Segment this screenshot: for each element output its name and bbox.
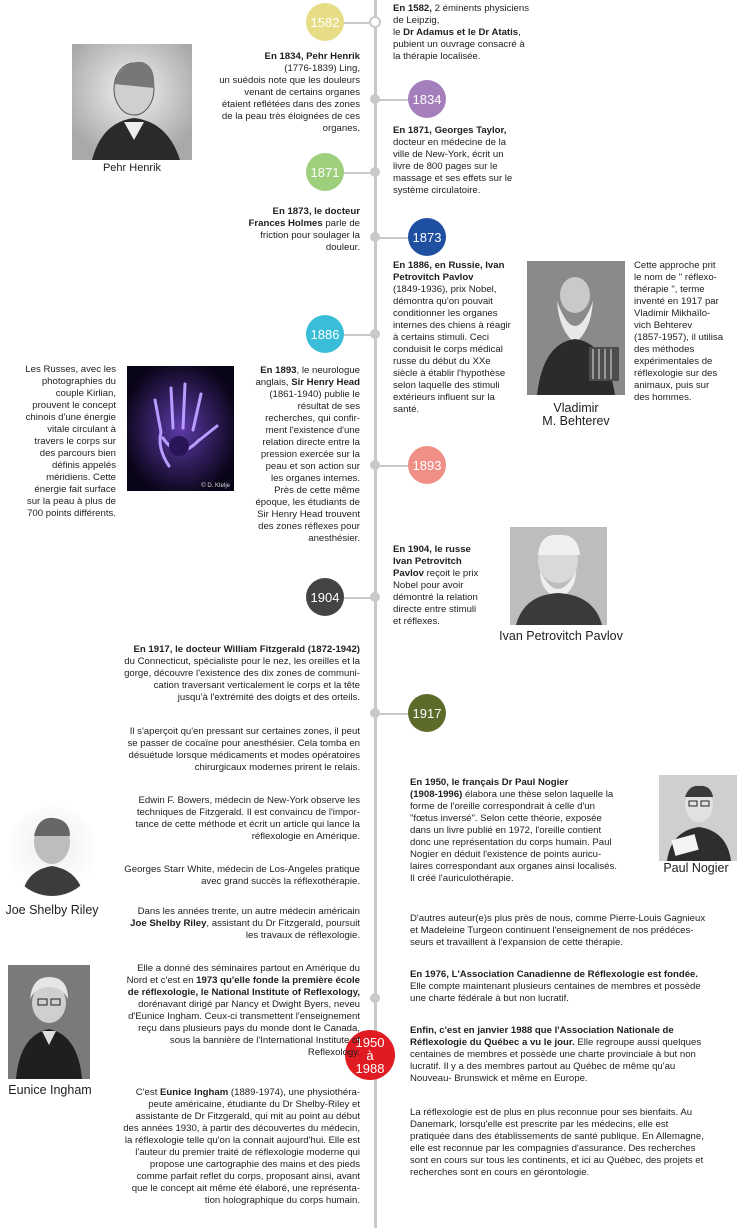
- timeline-node: [369, 16, 381, 28]
- text-1582: En 1582, 2 éminents physiciens de Leipzig, le Dr Adamus et le Dr Atatis, pubient un ouvrage consacré à la thérapie localisée.: [393, 3, 529, 62]
- text-bowers: Edwin F. Bowers, médecin de New-York observe les techniques de Fitzgerald. Il est convaincu de l'impor- tance de cette méthode et écrit un article qui lance la réflexologie en Amérique.: [135, 795, 360, 842]
- timeline-node: [370, 329, 380, 339]
- text-1976: En 1976, L'Association Canadienne de Réflexologie est fondée. Elle compte maintenant plusieurs centaines de membres et possède une charte fédérale à but non lucratif.: [410, 969, 701, 1004]
- year-bubble-1834: 1834: [408, 80, 446, 118]
- year-bubble-1582: 1582: [306, 3, 344, 41]
- text-1834: En 1834, Pehr Henrik (1776-1839) Ling, un suédois note que les douleurs venant de certains organes étaient reflétées dans des zones de la peau très éloignées de ces organes.: [219, 51, 360, 134]
- timeline-node: [370, 993, 380, 1003]
- behterev-portrait: [527, 261, 625, 395]
- text-ingham-bio: C'est Eunice Ingham (1889-1974), une physiothéra- peute américaine, étudiante du Dr Shelby-Riley et assistante de Dr Fitzgerald, qui mit au point au début des années 1930, à partir des découvertes du médecin, la réflexologie telle qu'on la connait aujourd'hui. Elle est l'auteur du premier traité de réflexologie moderne qui propose une cartographie des mains et des pieds comme parfait reflet du corps, proposant ainsi, avant que le concept ait même été élaboré, une représenta- tion holographique du corps humain.: [123, 1087, 360, 1206]
- text-1886: En 1886, en Russie, Ivan Petrovitch Pavlov (1849-1936), prix Nobel, démontra qu'on pouvait conditionner les organes internes des chiens à réagir à certains stimuli. Ceci conduisit le corps médical russe du début du XXe siècle à établir l'hypothèse selon laquelle des stimuli extérieurs influent sur la santé.: [393, 260, 511, 415]
- pavlov-portrait: [510, 527, 607, 625]
- riley-caption: Joe Shelby Riley: [5, 903, 99, 917]
- text-starr-white: Georges Starr White, médecin de Los-Angeles pratique avec grand succès la réflexothérapie.: [124, 864, 360, 887]
- connector: [375, 465, 411, 467]
- nogier-portrait: [659, 775, 737, 861]
- text-1917-cocaine: Il s'aperçoit qu'en pressant sur certaines zones, il peut se passer de cocaïne pour anesthésier. Cela tomba en désuétude lorsque médicaments et modes opératoires chirurgicaux modernes prirent le relais.: [127, 726, 360, 773]
- timeline-node: [370, 592, 380, 602]
- timeline-node: [370, 460, 380, 470]
- year-bubble-1871: 1871: [306, 153, 344, 191]
- text-1871: En 1871, Georges Taylor, docteur en médecine de la ville de New-York, écrit un livre de 800 pages sur le massage et ses effets sur le système circulatoire.: [393, 125, 513, 196]
- pavlov-caption: Ivan Petrovitch Pavlov: [499, 629, 623, 643]
- text-behterev: Cette approche prit le nom de " réflexo- thérapie ", terme inventé en 1917 par Vladimir Mikhaïlo- vich Behterev (1857-1957), il utilisa des méthodes expérimentales de réflexologie sur des animaux, puis sur des hommes.: [634, 260, 724, 403]
- behterev-caption: Vladimir M. Behterev: [542, 401, 610, 428]
- ingham-portrait: [8, 965, 90, 1079]
- nogier-caption: Paul Nogier: [663, 861, 729, 875]
- text-1904: En 1904, le russe Ivan Petrovitch Pavlov reçoit le prix Nobel pour avoir démontré la relation directe entre stimuli et réflexes.: [393, 544, 479, 627]
- text-1917-fitzgerald: En 1917, le docteur William Fitzgerald (1872-1942) du Connecticut, spécialiste pour le nez, les oreilles et la gorge, découvre l'existence des dix zones de communi- cation traversant verticalement le corps et la tête jusqu'à l'extrémité des doigts et des orteils.: [124, 644, 360, 703]
- text-1988: Enfin, c'est en janvier 1988 que l'Association Nationale de Réflexologie du Québec a vu le jour. Elle regroupe aussi quelques centaines de membres et possède une charte provinciale à but non lucratif. Il y a des membres partout au Québec de même qu'au Nouveau- Brunswick et même en Europe.: [410, 1025, 702, 1084]
- connector: [375, 99, 411, 101]
- kirlian-hand-photo: [127, 366, 234, 491]
- year-bubble-1904: 1904: [306, 578, 344, 616]
- text-reconnaissance: La réflexologie est de plus en plus reconnue pour ses bienfaits. Au Danemark, lorsqu'elle est prescrite par les médecins, elle est pratiquée dans des établissements de santé publique. En Allemagne, elle est reconnue par les compagnies d'assurance. Des recherches sont en cours sur tous les continents, et ici au Québec, des projets et recherches sont en cours en gérontologie.: [410, 1107, 704, 1178]
- text-auteurs: D'autres auteur(e)s plus près de nous, comme Pierre-Louis Gagnieux et Madeleine Turgeon continuent l'enseignement de nos prédéces- seurs et travaillent à l'expansion de cette thérapie.: [410, 913, 706, 948]
- pehr-henrik-portrait: [72, 44, 192, 160]
- year-bubble-1917: 1917: [408, 694, 446, 732]
- text-riley: Dans les années trente, un autre médecin américain Joe Shelby Riley, assistant du Dr Fitzgerald, poursuit les travaux de réflexologie.: [130, 906, 360, 941]
- year-bubble-1893: 1893: [408, 446, 446, 484]
- timeline-node: [370, 708, 380, 718]
- text-ingham-school: Elle a donné des séminaires partout en Amérique du Nord et c'est en 1973 qu'elle fonde la première école de réflexologie, le National Institute of Reflexology, dorénavant dirigé par Nancy et Dwight Byers, neveu d'Eunice Ingham. Ceux-ci transmettent l'enseignement reçu dans plusieurs pays du monde dont le Canada, sous la bannière de l'International Institute of Reflexology.: [126, 963, 360, 1058]
- timeline-node: [370, 167, 380, 177]
- riley-portrait: [8, 806, 96, 896]
- text-1873: En 1873, le docteur Frances Holmes parle de friction pour soulager la douleur.: [248, 206, 360, 253]
- pehr-henrik-caption: Pehr Henrik: [102, 162, 162, 174]
- year-bubble-1873: 1873: [408, 218, 446, 256]
- year-bubble-1886: 1886: [306, 315, 344, 353]
- kirlian-credit: © D. Ktelje: [201, 483, 230, 489]
- year-bubble-1950-1988: 1950 à 1988: [345, 1030, 395, 1080]
- connector: [375, 237, 411, 239]
- text-russes: Les Russes, avec les photographies du couple Kirlian, prouvent le concept chinois d'une énergie vitale circulant à travers le corps sur des parcours bien définis appelés méridiens. Cette énergie fait surface sur la peau à plus de 700 points différents.: [25, 364, 116, 519]
- timeline-node: [370, 232, 380, 242]
- connector: [375, 713, 411, 715]
- timeline-node: [370, 94, 380, 104]
- ingham-caption: Eunice Ingham: [8, 1083, 92, 1097]
- text-nogier: En 1950, le français Dr Paul Nogier (1908-1996) élabora une thèse selon laquelle la forme de l'oreille correspondrait à celle d'un "fœtus inversé". Selon cette théorie, exposée dans un livre publié en 1972, l'oreille contient donc une représentation du corps humain. Paul Nogier en déduit l'existence de points auricu- laires correspondant aux organes ainsi localisés. Il créé l'auriculothérapie.: [410, 777, 617, 884]
- text-1893: En 1893, le neurologue anglais, Sir Henry Head (1861-1940) publie le résultat de ses recherches, qui confir- ment l'existence d'une relation directe entre la pression exercée sur la peau et son action sur les organes internes. Près de cette même époque, les étudiants de Sir Henry Head trouvent des zones réflexes pour anesthésier.: [255, 365, 360, 544]
